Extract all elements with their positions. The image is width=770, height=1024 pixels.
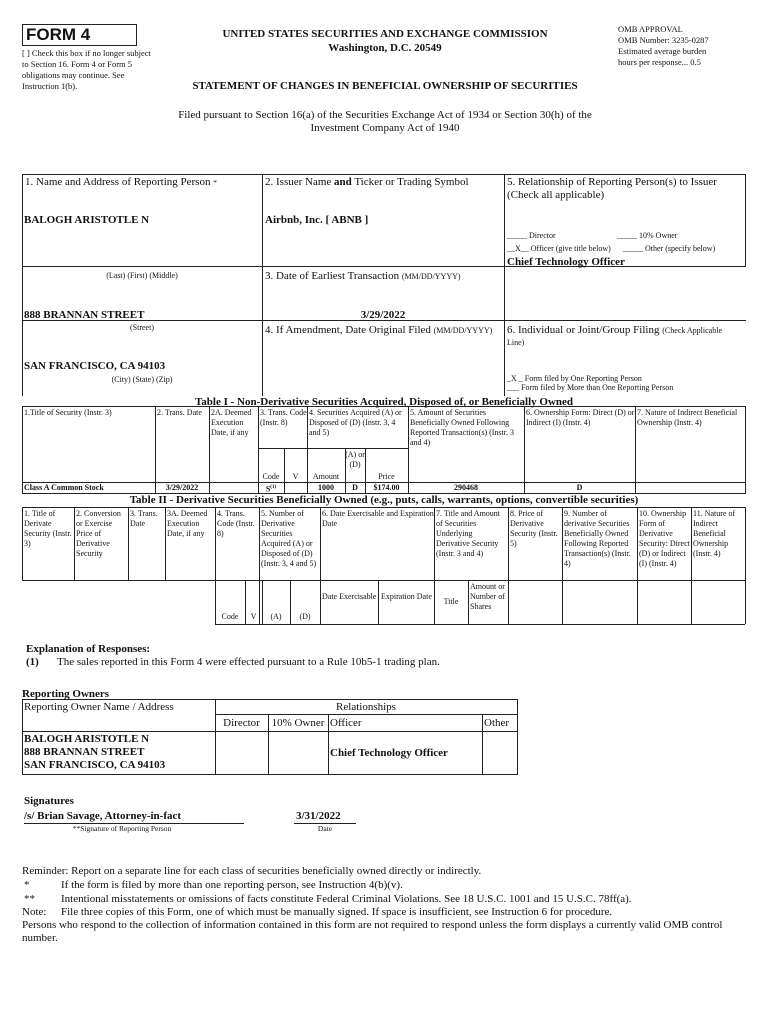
t1-h1: 1.Title of Security (Instr. 3) [24,408,112,417]
omb-line4: hours per response... 0.5 [618,57,701,67]
box3-label: 3. Date of Earliest Transaction (MM/DD/YYYY) [265,270,461,282]
signatures-heading: Signatures [24,795,74,807]
owners-col-officer: Officer [330,717,362,729]
t2-sub-title: Title [443,597,459,606]
reporting-person-city: SAN FRANCISCO, CA 94103 [24,360,166,372]
t1-h3: 2A. Deemed Execution Date, if any [211,408,252,437]
t2-sub-code: Code [221,612,239,621]
t2-sub-d: (D) [299,612,311,621]
form-title-box [22,24,137,46]
owners-col-other: Other [484,717,510,729]
t2-h8: 7. Title and Amount of Securities Underlying Derivative Security (Instr. 3 and 4) [436,509,501,558]
relationship-director: _____ Director [507,231,556,240]
agency-location: Washington, D.C. 20549 [328,42,442,54]
owner-street: 888 BRANNAN STREET [24,746,145,758]
t2-sub-expiration: Expiration Date [381,592,432,601]
t2-sub-date-exercisable: Date Exercisable [322,592,377,601]
agency-name: UNITED STATES SECURITIES AND EXCHANGE COMMISSION [222,28,548,40]
t1-h4: 3. Trans. Code (Instr. 8) [260,408,307,427]
t2-h10: 9. Number of derivative Securities Beneficially Owned Following Reported Transaction(s) (Instr. 4) [564,509,631,568]
omb-line3: Estimated average burden [618,46,707,56]
relationship-officer: __X__ Officer (give title below) [507,244,611,253]
t2-h1: 1. Title of Derivate Security (Instr. 3) [24,509,72,548]
box4-label: 4. If Amendment, Date Original Filed (MM/DD/YYYY) [265,324,493,336]
box5-label: 5. Relationship of Reporting Person(s) to Issuer (Check all applicable) [507,176,717,201]
name-caption: (Last) (First) (Middle) [106,271,178,280]
street-caption: (Street) [130,323,154,332]
omb-line2: OMB Number: 3235-0287 [618,35,709,45]
t1-h6: 5. Amount of Securities Beneficially Owned Following Reported Transaction(s) (Instr. 3 and 4) [410,408,514,447]
t1-row-ad: D [352,483,358,492]
t2-h11: 10. Ownership Form of Derivative Security: Direct (D) or Indirect (I) (Instr. 4) [639,509,690,568]
t1-row-price: $174.00 [373,483,400,492]
signer: /s/ Brian Savage, Attorney-in-fact [24,810,182,822]
box1-label: 1. Name and Address of Reporting Person * [25,176,217,188]
t2-h9: 8. Price of Derivative Security (Instr. 5) [510,509,558,548]
t2-sub-a: (A) [270,612,282,621]
t1-sub-v: V [292,472,299,481]
t1-sub-amount: Amount [312,472,340,481]
footnote-star-mark: * [24,879,30,891]
t1-row-amount: 1000 [318,483,334,492]
t1-sub-ad: (A) or (D) [345,450,365,469]
omb-notice: Persons who respond to the collection of information contained in this form are not required to respond unless the form displays a currently valid OMB control number. [22,919,723,944]
t1-h7: 6. Ownership Form: Direct (D) or Indirect (I) (Instr. 4) [526,408,635,427]
t1-row-form: D [576,483,583,492]
box2-label: 2. Issuer Name and Ticker or Trading Symbol [265,176,469,188]
filing-option-more: ___ Form filed by More than One Reporting Person [507,383,674,392]
table2-title: Table II - Derivative Securities Beneficially Owned (e.g., puts, calls, warrants, options, convertible securities) [129,494,639,506]
omb-approval [618,24,758,68]
explanation-heading: Explanation of Responses: [26,643,151,655]
reporting-person-street: 888 BRANNAN STREET [24,309,145,321]
date-caption: Date [317,824,333,833]
relationship-ten-pct: _____ 10% Owner [617,231,678,240]
t1-sub-price: Price [378,472,395,481]
reporting-person-name: BALOGH ARISTOTLE N [24,214,150,226]
t1-h8: 7. Nature of Indirect Beneficial Ownership (Instr. 4) [637,408,738,427]
t1-sub-code: Code [262,472,280,481]
note-mark: Note: [22,906,47,918]
owners-col-relationships: Relationships [336,701,396,713]
signature-caption: **Signature of Reporting Person [72,824,172,833]
owner-name: BALOGH ARISTOTLE N [24,733,150,745]
t2-h7: 6. Date Exercisable and Expiration Date [322,509,434,528]
t1-row-code: $S^{(1)}$ [265,484,277,494]
city-caption: (City) (State) (Zip) [111,375,173,384]
box6-label: 6. Individual or Joint/Group Filing (Check Applicable Line) [507,324,722,347]
checkbox-text: [ ] Check this box if no longer subject to Section 16. Form 4 or Form 5 obligations may continue. See Instruction 1(b). [22,48,151,91]
owners-col-name: Reporting Owner Name / Address [24,701,174,713]
t1-row-date: 3/29/2022 [165,483,199,492]
explanation-num: (1) [26,656,39,668]
t2-h4: 3A. Deemed Execution Date, if any [167,509,208,538]
t1-h2: 2. Trans. Date [157,408,202,417]
issuer-name: Airbnb, Inc. [ ABNB ] [265,214,369,226]
owners-heading: Reporting Owners [22,688,110,700]
t2-h2: 2. Conversion or Exercise Price of Derivative Security [76,509,121,558]
t2-h5: 4. Trans. Code (Instr. 8) [217,509,255,538]
t2-h12: 11. Nature of Indirect Beneficial Ownership (Instr. 4) [693,509,736,558]
t2-sub-amount: Amount or Number of Shares [470,582,505,611]
filed-pursuant-line2: Investment Company Act of 1940 [310,122,460,134]
t1-row-owned: 290468 [454,483,478,492]
footnote-double-star-text: Intentional misstatements or omissions of facts constitute Federal Criminal Violations. See 18 U.S.C. 1001 and 15 U.S.C. 78ff(a). [61,893,632,905]
owner-city: SAN FRANCISCO, CA 94103 [24,759,166,771]
owner-officer-title: Chief Technology Officer [330,747,448,759]
statement-title: STATEMENT OF CHANGES IN BENEFICIAL OWNERSHIP OF SECURITIES [192,80,578,92]
filed-pursuant-line1: Filed pursuant to Section 16(a) of the Securities Exchange Act of 1934 or Section 30(h) of the [178,109,592,121]
earliest-transaction-date: 3/29/2022 [360,309,406,321]
relationship-other: _____ Other (specify below) [623,244,716,253]
t2-sub-v: V [250,612,257,621]
footnote-star-text: If the form is filed by more than one reporting person, see Instruction 4(b)(v). [61,879,403,891]
filing-option-one: _X _ Form filed by One Reporting Person [507,374,642,383]
t1-h5: 4. Securities Acquired (A) or Disposed of (D) (Instr. 3, 4 and 5) [309,408,402,437]
t2-h6: 5. Number of Derivative Securities Acquired (A) or Disposed of (D) (Instr. 3, 4 and 5) [261,509,317,568]
footnote-double-star-mark: ** [24,893,35,905]
signature-date: 3/31/2022 [296,810,341,822]
note-text: File three copies of this Form, one of which must be manually signed. If space is insufficient, see Instruction 6 for procedure. [61,906,613,918]
owners-col-director: Director [223,717,260,729]
omb-line1: OMB APPROVAL [618,24,683,34]
explanation-text: The sales reported in this Form 4 were effected pursuant to a Rule 10b5-1 trading plan. [57,656,440,668]
reminder-text: Reminder: Report on a separate line for each class of securities beneficially owned directly or indirectly. [22,865,482,877]
table1-title: Table I - Non-Derivative Securities Acquired, Disposed of, or Beneficially Owned [194,396,574,408]
form-title: FORM 4 [26,25,91,44]
officer-title: Chief Technology Officer [507,256,625,268]
t2-h3: 3. Trans. Date [130,509,158,528]
owners-col-ten: 10% Owner [271,717,325,729]
t1-row-security: Class A Common Stock [24,483,104,492]
